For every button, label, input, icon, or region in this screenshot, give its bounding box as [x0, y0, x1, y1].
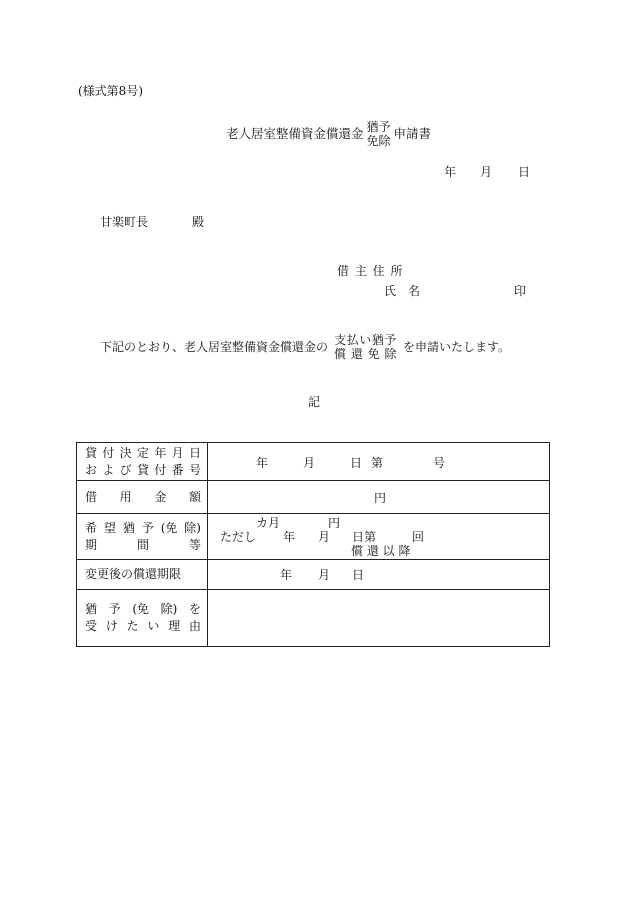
label-char: 年	[154, 445, 167, 460]
desired-month: 月	[318, 530, 331, 544]
label-char: 付	[102, 445, 115, 460]
addressee-name: 甘楽町長	[100, 215, 149, 229]
label-char: 等	[188, 537, 201, 552]
label-char: 付	[154, 462, 167, 477]
label-desired-period	[77, 514, 208, 560]
label-char: を	[188, 602, 201, 616]
value-loan-amount[interactable]	[208, 481, 550, 514]
label-char: 番	[171, 462, 184, 477]
label-char: 金	[154, 489, 167, 504]
label-char: け	[105, 619, 118, 633]
title-prefix: 老人居室整備資金償還金	[226, 125, 364, 141]
request-option-exempt: 償 還 免 除	[334, 347, 397, 361]
label-char: 望	[103, 520, 116, 535]
borrower-name-label: 氏 名	[384, 284, 421, 298]
label-char: 予	[108, 602, 121, 616]
table-row-changed-period	[77, 560, 550, 590]
label-char: 日	[188, 445, 201, 460]
value-desired-period[interactable]	[208, 514, 550, 560]
loan-decision-month: 月	[303, 456, 316, 470]
label-char: 用	[119, 489, 132, 504]
label-char: 借	[85, 489, 98, 504]
ki-heading: 記	[308, 395, 321, 409]
value-reason[interactable]	[208, 590, 550, 647]
request-statement	[100, 331, 510, 363]
label-char: 月	[171, 445, 184, 460]
date-year-label: 年	[444, 165, 457, 179]
desired-however: ただし	[220, 530, 257, 544]
label-changed-period-line	[77, 567, 207, 582]
label-char: 由	[188, 619, 201, 633]
label-reason-line2	[77, 619, 207, 634]
loan-amount-yen: 円	[374, 491, 387, 505]
label-loan-decision-line2	[77, 463, 207, 478]
desired-year: 年	[283, 530, 296, 544]
label-desired-period-line1	[77, 521, 207, 536]
desired-after: 償 還 以 降	[351, 544, 411, 558]
changed-month: 月	[318, 568, 331, 582]
table-row-loan-amount	[77, 481, 550, 514]
label-char: 間	[136, 537, 149, 552]
request-prefix: 下記のとおり、老人居室整備資金償還金の	[100, 340, 329, 354]
seal-mark: 印	[514, 284, 527, 298]
changed-year: 年	[280, 568, 293, 582]
title-option-exempt: 免除	[366, 134, 391, 148]
label-loan-amount	[77, 481, 208, 514]
label-char: 定	[136, 445, 149, 460]
request-option-stack	[334, 333, 397, 362]
label-desired-period-line2	[77, 538, 207, 553]
label-char: 希	[85, 520, 98, 535]
addressee-honorific: 殿	[192, 215, 205, 229]
application-date	[444, 166, 530, 178]
application-table	[76, 442, 550, 647]
label-changed-period	[77, 560, 208, 590]
loan-decision-day: 日	[350, 456, 363, 470]
title-option-defer: 猶予	[366, 119, 391, 134]
label-loan-amount-line	[77, 490, 207, 505]
loan-number-prefix: 第	[371, 456, 384, 470]
request-option-defer: 支払い猶予	[334, 332, 397, 347]
label-reason	[77, 590, 208, 647]
table-row-desired-period	[77, 514, 550, 560]
label-char: 理	[168, 619, 181, 633]
title-suffix: 申請書	[393, 125, 432, 141]
label-char: (免	[132, 602, 149, 616]
value-loan-decision[interactable]	[208, 443, 550, 481]
changed-day: 日	[352, 568, 365, 582]
label-char: 受	[85, 619, 98, 633]
label-char: び	[119, 462, 132, 477]
label-char: 額	[188, 489, 201, 504]
label-char: 猶	[85, 602, 98, 616]
addressee	[100, 216, 204, 228]
form-title	[226, 118, 431, 150]
label-char: お	[85, 462, 98, 477]
label-loan-decision	[77, 443, 208, 481]
value-changed-period[interactable]	[208, 560, 550, 590]
table-row-reason	[77, 590, 550, 647]
label-char: 予	[141, 520, 154, 535]
loan-number-suffix: 号	[433, 456, 446, 470]
label-char: 除)	[160, 602, 178, 616]
date-month-label: 月	[480, 165, 493, 179]
label-char: 貸	[85, 445, 98, 460]
label-char: 貸	[136, 462, 149, 477]
label-char: (免	[160, 520, 178, 535]
borrower-address-label: 借 主 住 所	[337, 264, 404, 278]
date-day-label: 日	[518, 165, 531, 179]
desired-months: カ月	[256, 516, 281, 530]
label-loan-decision-line1	[77, 446, 207, 461]
label-char: 期	[85, 537, 98, 552]
table-row-loan-decision	[77, 443, 550, 481]
desired-day-number: 日第	[352, 530, 377, 544]
title-option-stack	[367, 120, 391, 149]
desired-times: 回	[412, 530, 425, 544]
label-char: 号	[188, 462, 201, 477]
label-char: 決	[119, 445, 132, 460]
label-char: 猶	[122, 520, 135, 535]
desired-yen: 円	[328, 516, 341, 530]
label-reason-line1	[77, 602, 207, 617]
label-char: た	[126, 619, 139, 633]
label-char: 除)	[184, 520, 201, 535]
label-char: よ	[102, 462, 115, 477]
label-text: 変更後の償還期限	[85, 567, 182, 581]
request-suffix: を申請いたします。	[402, 340, 511, 354]
form-number: (様式第8号)	[78, 84, 143, 98]
loan-decision-year: 年	[256, 456, 269, 470]
label-char: い	[147, 619, 160, 633]
